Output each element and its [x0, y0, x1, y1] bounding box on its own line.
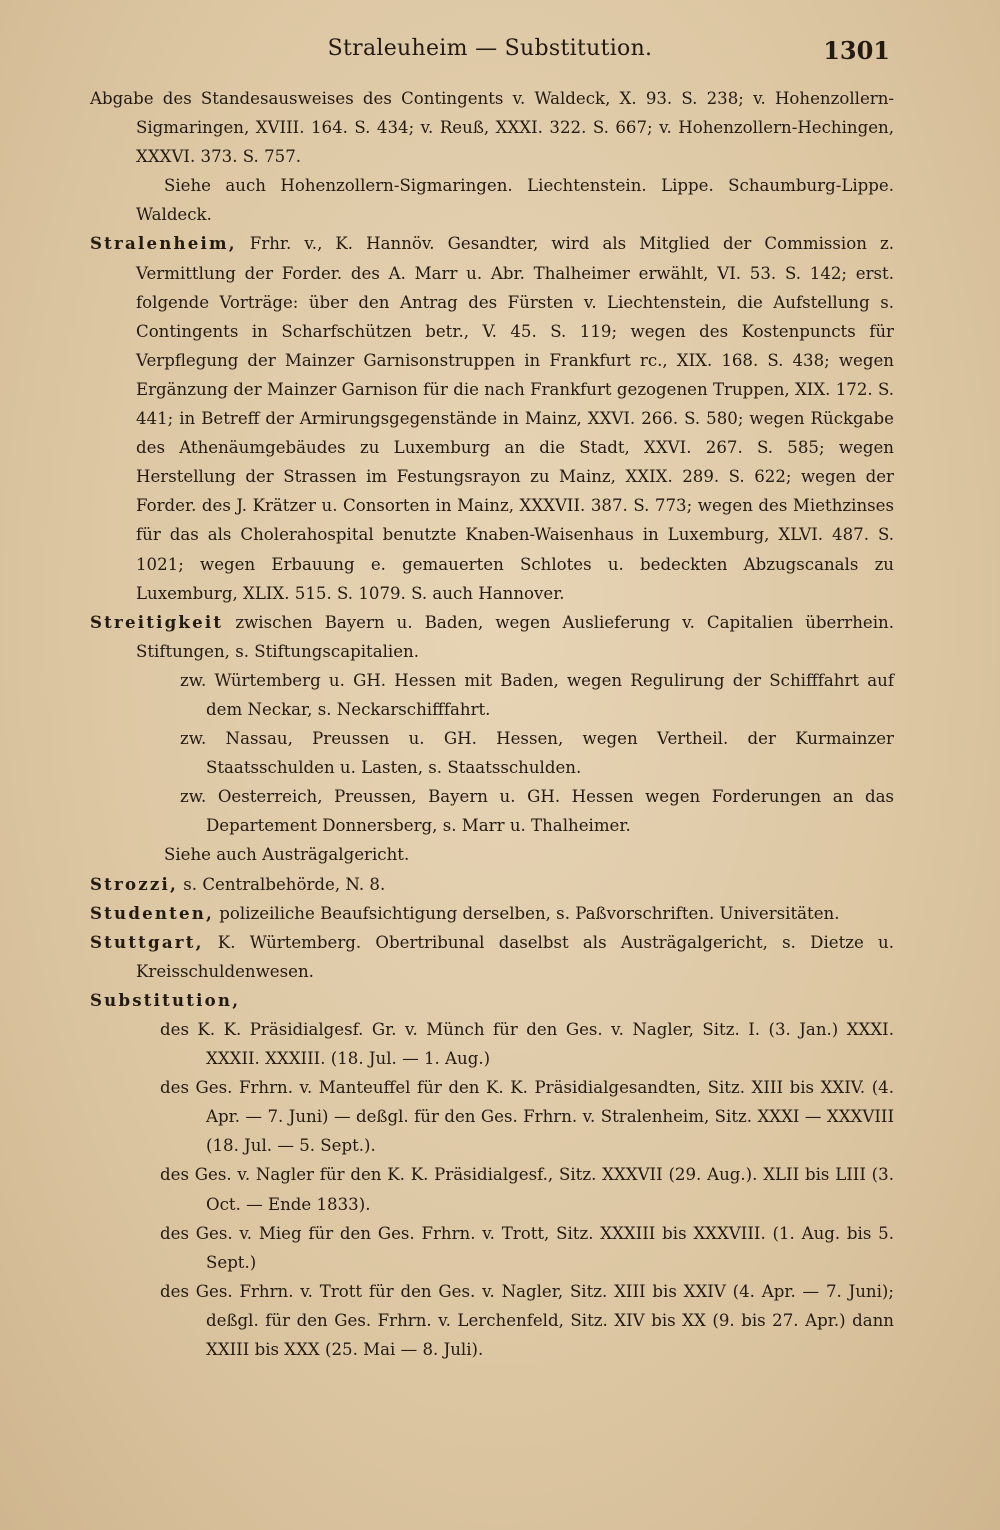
running-head [90, 36, 890, 72]
index-entry-studenten: Studenten, polizeiliche Beaufsichtigung derselben, s. Paßvorschriften. Universitäten. [90, 902, 840, 923]
see-also-note: Siehe auch Austrägalgericht. [164, 845, 410, 865]
sub-entry: zw. Nassau, Preussen u. GH. Hessen, wegen Vertheil. der Kurmainzer Staatsschulden u. Lasten, s. Staatsschulden. [180, 729, 894, 778]
index-body [90, 84, 894, 1364]
sub-entry: des Ges. Frhrn. v. Manteuffel für den K. K. Präsidialgesandten, Sitz. XIII bis XXIV. (4. Apr. — 7. Juni) — deßgl. für den Ges. Frhrn. v. Stralenheim, Sitz. XXXI — XXXVIII (18. Jul. — 5. Sept.). [160, 1078, 894, 1156]
sub-entry: zw. Würtemberg u. GH. Hessen mit Baden, wegen Regulirung der Schifffahrt auf dem Neckar, s. Neckarschifffahrt. [180, 670, 894, 719]
index-entry-stralenheim: Stralenheim, Frhr. v., K. Hannöv. Gesandter, wird als Mitglied der Commission z. Vermittlung der Forder. des A. Marr u. Abr. Thalheimer erwählt, VI. 53. S. 142; erst. folgende Vorträge: über den Antrag des Fürsten v. Liechtenstein, die Aufstellung s. Contingents in Scharfschützen betr., V. 45. S. 119; wegen des Kostenpuncts für Verpflegung der Mainzer Garnisonstruppen in Frankfurt rc., XIX. 168. S. 438; wegen Ergänzung der Mainzer Garnison für die nach Frankfurt gezogenen Truppen, XIX. 172. S. 441; in Betreff der Armirungsgegenstände in Mainz, XXVI. 266. S. 580; wegen Rückgabe des Athenäumgebäudes zu Luxemburg an die Stadt, XXVI. 267. S. 585; wegen Herstellung der Strassen im Festungsrayon zu Mainz, XXIX. 289. S. 622; wegen der Forder. des J. Krätzer u. Consorten in Mainz, XXXVII. 387. S. 773; wegen des Miethzinses für das als Cholerahospital benutzte Knaben-Waisenhaus in Luxemburg, XLVI. 487. S. 1021; wegen Erbauung e. gemauerten Schlotes u. bedeckten Abzugscanals zu Luxemburg, XLIX. 515. S. 1079. S. auch Hannover. [90, 233, 894, 603]
entry-heading: Streitigkeit [90, 611, 224, 632]
entry-heading: Studenten, [90, 902, 215, 923]
index-entry-strozzi: Strozzi, s. Centralbehörde, N. 8. [90, 873, 386, 894]
index-entry-substitution [90, 986, 894, 1015]
index-entry-continuation: Abgabe des Standesausweises des Contingents v. Waldeck, X. 93. S. 238; v. Hohenzollern-Sigmaringen, XVIII. 164. S. 434; v. Reuß, XXXI. 322. S. 667; v. Hohenzollern-Hechingen, XXXVI. 373. S. 757. [90, 89, 894, 167]
running-title: Straleuheim — Substitution. [327, 36, 653, 61]
sub-entry: des Ges. Frhrn. v. Trott für den Ges. v. Nagler, Sitz. XIII bis XXIV (4. Apr. — 7. Juni); deßgl. für den Ges. Frhrn. v. Lerchenfeld, Sitz. XIV bis XX (9. bis 27. Apr.) dann XXIII bis XXX (25. Mai — 8. Juli). [160, 1281, 894, 1360]
entry-heading: Stuttgart, [90, 931, 204, 952]
page-number: 1301 [823, 36, 890, 65]
entry-heading: Strozzi, [90, 873, 178, 894]
sub-entry: des Ges. v. Nagler für den K. K. Präsidialgesf., Sitz. XXXVII (29. Aug.). XLII bis LIII (3. Oct. — Ende 1833). [160, 1165, 894, 1214]
index-entry-streitigkeit: Streitigkeit zwischen Bayern u. Baden, wegen Auslieferung v. Capitalien überrhein. Stiftungen, s. Stiftungscapitalien. [90, 611, 894, 661]
sub-entry: zw. Oesterreich, Preussen, Bayern u. GH. Hessen wegen Forderungen an das Departement Donnersberg, s. Marr u. Thalheimer. [180, 787, 894, 836]
see-also-note: Siehe auch Hohenzollern-Sigmaringen. Liechtenstein. Lippe. Schaumburg-Lippe. Waldeck. [136, 176, 894, 225]
index-entry-stuttgart: Stuttgart, K. Würtemberg. Obertribunal daselbst als Austrägalgericht, s. Dietze u. Kreisschuldenwesen. [90, 931, 894, 981]
sub-entry: des Ges. v. Mieg für den Ges. Frhrn. v. Trott, Sitz. XXXIII bis XXXVIII. (1. Aug. bis 5. Sept.) [160, 1223, 894, 1272]
entry-heading: Stralenheim, [90, 233, 237, 254]
entry-heading: Substitution, [90, 989, 241, 1010]
sub-entry: des K. K. Präsidialgesf. Gr. v. Münch für den Ges. v. Nagler, Sitz. I. (3. Jan.) XXXI. XXXII. XXXIII. (18. Jul. — 1. Aug.) [160, 1020, 894, 1069]
